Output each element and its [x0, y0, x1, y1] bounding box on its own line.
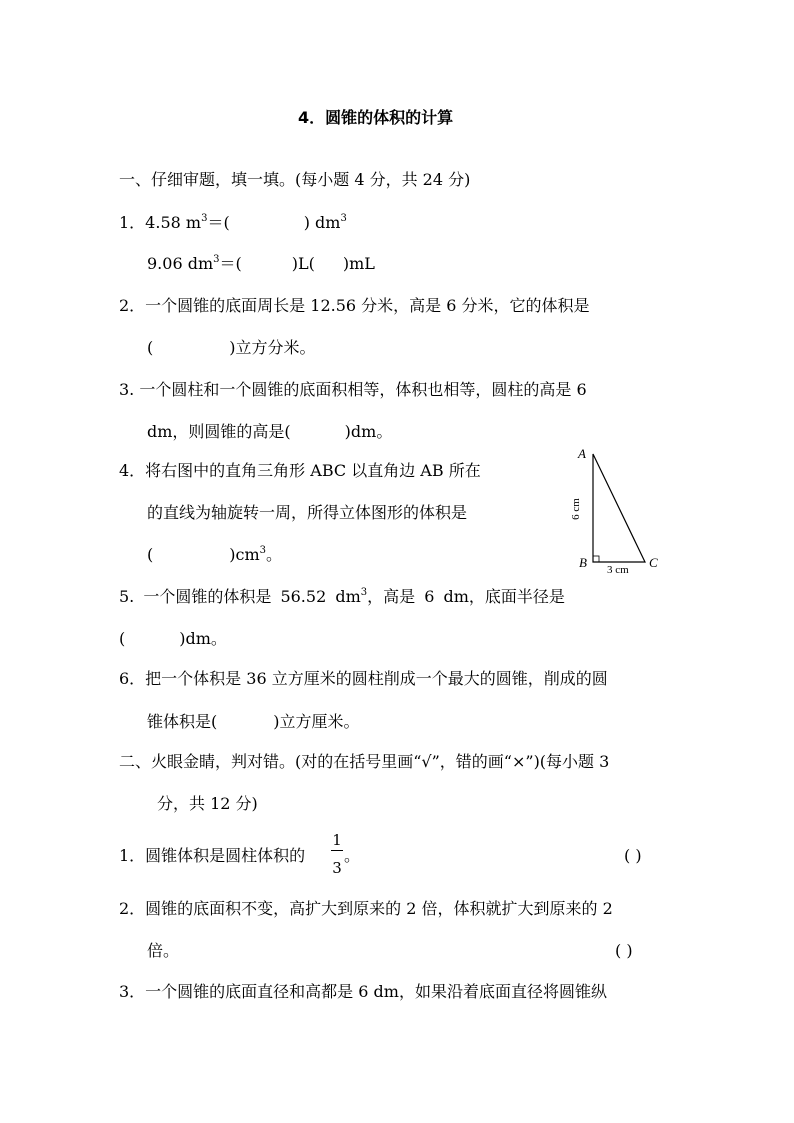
- s1-q1-line2-pre: 9.06 dm: [147, 254, 214, 273]
- section2-heading-line2: 分，共 12 分): [157, 794, 258, 813]
- cube-superscript: 3: [213, 254, 220, 265]
- cube-superscript: 3: [201, 213, 208, 224]
- s1-q3-line1: 3. 一个圆柱和一个圆锥的底面积相等，体积也相等，圆柱的高是 6: [119, 380, 587, 399]
- s1-q1-line2-post: )mL: [342, 254, 375, 273]
- right-angle-marker: [593, 556, 599, 562]
- s1-q1-line1-post: ) dm: [303, 213, 341, 232]
- s1-q6-line2-pre: 锥体积是(: [147, 712, 218, 731]
- cube-superscript: 3: [259, 545, 266, 556]
- section1-heading: 一、仔细审题，填一填。(每小题 4 分，共 24 分): [119, 170, 471, 189]
- s1-q2-line1: 2．一个圆锥的底面周长是 12.56 分米，高是 6 分米，它的体积是: [119, 296, 590, 315]
- s1-q5-line1: [119, 587, 565, 607]
- s1-q5-line1-pre: 5. 一个圆锥的体积是 56.52 dm: [119, 587, 361, 606]
- s2-q1-text: 1．圆锥体积是圆柱体积的: [119, 846, 306, 865]
- s1-q1-line2-mid2: )L(: [291, 254, 315, 273]
- s1-q3-line2-post: )dm。: [344, 422, 393, 441]
- fraction-bar: [331, 850, 343, 851]
- s1-q4-line3-end: 。: [266, 545, 283, 564]
- s1-q1-line1-pre: 1．4.58 m: [119, 213, 202, 232]
- s1-q4-line3-post: )cm: [229, 545, 260, 564]
- s1-q4-line2: 的直线为轴旋转一周，所得立体图形的体积是: [147, 503, 468, 522]
- s1-q1-line2: [147, 254, 375, 274]
- cube-superscript: 3: [340, 213, 347, 224]
- side-ab-length: 6 cm: [569, 498, 582, 520]
- fraction-denominator: 3: [332, 859, 342, 877]
- s1-q4-line3-pre: (: [147, 545, 154, 564]
- judgement-parentheses[interactable]: ( ): [624, 846, 642, 865]
- s1-q1-line1: [119, 213, 347, 233]
- fraction-numerator: 1: [332, 831, 342, 849]
- s1-q5-line2-pre: (: [119, 629, 126, 648]
- triangle-abc: [593, 454, 645, 562]
- s1-q1-line2-mid: ＝(: [219, 254, 242, 273]
- section2-heading-line1: 二、火眼金睛，判对错。(对的在括号里画“√”，错的画“×”)(每小题 3: [119, 752, 610, 771]
- vertex-label-c: C: [649, 555, 658, 570]
- s1-q2-line2-post: )立方分米。: [229, 338, 316, 357]
- side-bc-length: 3 cm: [607, 564, 629, 576]
- s1-q5-line2-post: )dm。: [179, 629, 227, 648]
- s1-q2-line2: [147, 338, 316, 358]
- page-title: 4．圆锥的体积的计算: [298, 108, 454, 127]
- s2-q1-end: 。: [344, 846, 361, 865]
- vertex-label-b: B: [579, 555, 587, 570]
- s2-q3-line1: 3．一个圆锥的底面直径和高都是 6 dm，如果沿着底面直径将圆锥纵: [119, 982, 607, 1001]
- s1-q5-line2: [119, 629, 227, 649]
- s1-q4-line1: 4．将右图中的直角三角形 ABC 以直角边 AB 所在: [119, 461, 481, 480]
- cube-superscript: 3: [360, 587, 368, 598]
- triangle-figure: [570, 445, 670, 575]
- s1-q3-line2: [147, 422, 392, 442]
- s2-q2-line1: 2．圆锥的底面积不变，高扩大到原来的 2 倍，体积就扩大到原来的 2: [119, 899, 613, 918]
- s1-q2-line2-pre: (: [147, 338, 154, 357]
- s2-q2-line2: 倍。: [147, 941, 180, 960]
- s1-q3-line2-pre: dm，则圆锥的高是(: [147, 422, 291, 441]
- s1-q1-line1-mid: ＝(: [207, 213, 230, 232]
- s1-q5-line1-post: ，高是 6 dm，底面半径是: [367, 587, 565, 606]
- s1-q4-line3: [147, 545, 282, 565]
- s1-q6-line2-post: )立方厘米。: [273, 712, 360, 731]
- vertex-label-a: A: [578, 446, 586, 461]
- judgement-parentheses[interactable]: ( ): [615, 941, 633, 960]
- s1-q6-line1: 6．把一个体积是 36 立方厘米的圆柱削成一个最大的圆锥，削成的圆: [119, 669, 608, 688]
- s1-q6-line2: [147, 712, 360, 732]
